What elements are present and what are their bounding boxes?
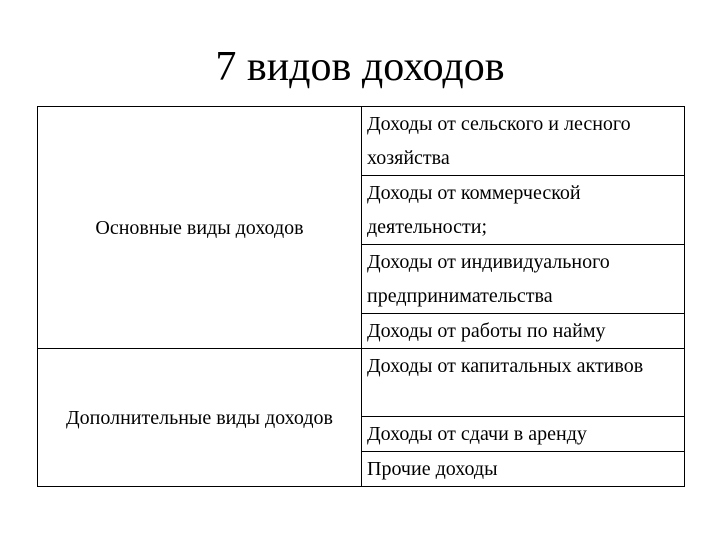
income-type-item: Доходы от сельского и лесного хозяйства [362,107,685,176]
income-type-item: Доходы от индивидуального предпринимательства [362,245,685,314]
main-income-types-label: Основные виды доходов [95,216,304,239]
income-types-table [37,106,685,487]
income-type-item: Доходы от капитальных активов [362,349,685,417]
table-row [38,107,685,176]
income-type-item: Доходы от коммерческой деятельности; [362,176,685,245]
additional-income-types-cell [38,349,362,487]
main-income-types-cell [38,107,362,349]
slide-title: 7 видов доходов [215,44,505,90]
table-row [38,349,685,417]
additional-income-types-label: Дополнительные виды доходов [66,406,333,429]
income-type-item: Доходы от работы по найму [362,314,685,349]
income-type-item: Прочие доходы [362,452,685,487]
income-type-item: Доходы от сдачи в аренду [362,417,685,452]
